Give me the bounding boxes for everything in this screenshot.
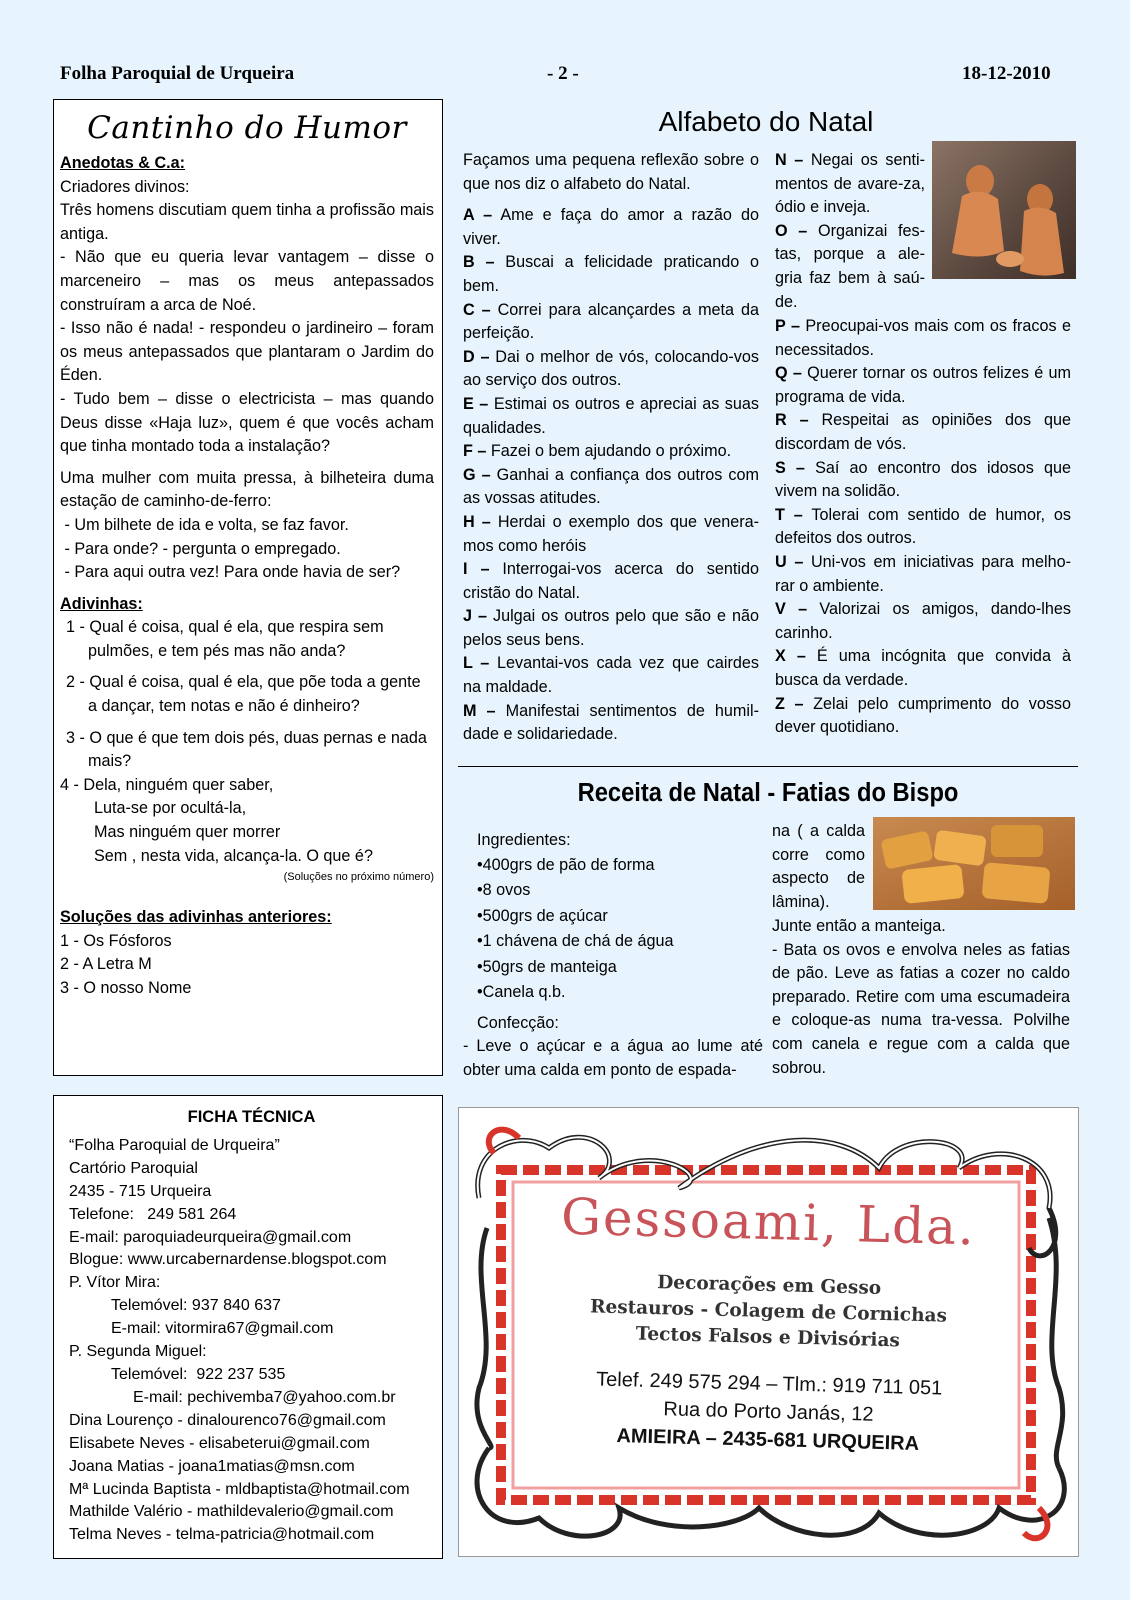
alfabeto-text: Ame e faça do amor a razão do viver. [463, 206, 759, 248]
alfabeto-text: Valorizai os amigos, dando-lhes carinho. [775, 600, 1071, 642]
alfabeto-letter: X – [775, 647, 806, 666]
alfabeto-text: Buscai a felicidade praticando o bem. [463, 253, 759, 295]
alfabeto-letter: E – [463, 394, 489, 413]
alfabeto-text: Respeitai as opiniões dos que discordam de vós. [775, 411, 1071, 453]
ficha-contact: Elisabete Neves - elisabeterui@gmail.com [69, 1434, 370, 1452]
alfabeto-entry [775, 504, 1071, 551]
alfabeto-letter: I – [463, 560, 490, 579]
riddle-1: 1 - Qual é coisa, qual é ela, que respira sem pulmões, e tem pés mas não anda? [66, 618, 384, 660]
joke-line: Criadores divinos: [60, 177, 190, 196]
alfabeto-text: Dai o melhor de vós, colocando-vos ao serviço dos outros. [463, 347, 759, 390]
solutions-note: (Soluções no próximo número) [283, 871, 434, 884]
alfabeto-letter: P – [775, 317, 800, 335]
alfabeto-letter: Z – [775, 694, 804, 713]
alfabeto-entry [463, 346, 759, 393]
ad-phone: Telef. 249 575 294 – Tlm.: 919 711 051 [595, 1368, 943, 1400]
alfabeto-letter: S – [775, 458, 805, 477]
fatias-image [873, 817, 1075, 910]
alfabeto-entry [463, 652, 759, 699]
ad-brand: Gessoami, Lda. [560, 1187, 977, 1257]
nativity-figures-icon [932, 141, 1076, 279]
alfabeto-text: Correi para alcançardes a meta da perfeição. [463, 300, 759, 343]
riddle-4-line: Mas ninguém quer morrer [94, 823, 281, 842]
receita-title: Receita de Natal - Fatias do Bispo [577, 779, 959, 807]
alfabeto-text: Estimai os outros e apreciai as suas qualidades. [463, 394, 759, 437]
joke2-line: Uma mulher com muita pressa, à bilheteira duma estação de caminho-de-ferro: [60, 468, 434, 511]
alfabeto-entry [463, 393, 759, 440]
header-page-number: - 2 - [547, 63, 579, 84]
alfabeto-entry [775, 598, 1071, 645]
alfabeto-letter: V – [775, 600, 808, 619]
ficha-mira-email: E-mail: vitormira67@gmail.com [111, 1320, 334, 1338]
alfabeto-entry [463, 251, 759, 298]
solution-item: 3 - O nosso Nome [60, 979, 192, 997]
joke-line: Três homens discutiam quem tinha a profissão mais antiga. [60, 201, 434, 243]
alfabeto-text: Negai os senti-mentos de avare-za, ódio e inveja. [775, 151, 925, 217]
ficha-contact: Telma Neves - telma-patricia@hotmail.com [69, 1526, 375, 1544]
alfabeto-text: Saí ao encontro dos idosos que vivem na solidão. [775, 458, 1071, 501]
joke-line: - Tudo bem – disse o electricista – mas quando Deus disse «Haja luz», quem é que vocês acham que tinha montado toda a instalação? [60, 389, 434, 456]
riddle-4-line: Luta-se por ocultá-la, [94, 799, 247, 818]
solution-item: 1 - Os Fósforos [60, 931, 172, 950]
ficha-phone: Telefone: 249 581 264 [69, 1205, 237, 1223]
alfabeto-entry [775, 693, 1071, 740]
ficha-line: 2435 - 715 Urqueira [69, 1182, 212, 1200]
alfabeto-text: Manifestai sentimentos de humil-dade e solidariedade. [463, 701, 759, 744]
ingredient-item: •400grs de pão de forma [477, 855, 655, 874]
confeccao-step: Junte então a manteiga. [772, 917, 946, 935]
alfabeto-left-column [463, 149, 759, 747]
alfabeto-right-column [775, 315, 1071, 740]
alfabeto-entry [775, 409, 1071, 456]
alfabeto-entry [463, 558, 759, 605]
humor-content [60, 152, 434, 1001]
confeccao-step: - Bata os ovos e envolva neles as fatias de pão. Leve as fatias a cozer no caldo preparado. Retire com uma escumadeira e coloque-as numa tra-vessa. Polvilhe com canela e regue com a calda que sobrou. [772, 940, 1070, 1077]
alfabeto-title: Alfabeto do Natal [658, 106, 874, 137]
ficha-line: P. Vítor Mira: [69, 1274, 161, 1292]
ficha-tecnica-box [53, 1095, 443, 1559]
nativity-image [932, 141, 1076, 279]
joke2-line: - Para aqui outra vez! Para onde havia de ser? [60, 563, 401, 582]
french-toast-icon [873, 817, 1075, 910]
ingredientes-label: Ingredientes: [477, 831, 571, 849]
humor-title: Cantinho do Humor [87, 110, 407, 146]
header-date: 18-12-2010 [962, 63, 1051, 84]
ingredient-item: •500grs de açúcar [477, 906, 608, 925]
alfabeto-letter: A – [463, 206, 493, 225]
alfabeto-letter: M – [463, 701, 496, 720]
ad-city: AMIEIRA – 2435-681 URQUEIRA [616, 1425, 920, 1455]
confeccao-step: - Leve o açúcar e a água ao lume até obter uma calda em ponto de espada- [463, 1037, 763, 1079]
confeccao-step-cont: na ( a calda corre como aspecto de lâmina). [772, 822, 865, 911]
alfabeto-entry [775, 315, 1071, 362]
ingredient-item: •1 chávena de chá de água [477, 932, 674, 951]
adivinhas-heading: Adivinhas: [60, 594, 143, 613]
alfabeto-letter: F – [463, 442, 487, 461]
ficha-email: E-mail: paroquiadeurqueira@gmail.com [69, 1228, 352, 1246]
alfabeto-text: Fazei o bem ajudando o próximo. [486, 442, 732, 461]
ingredient-item: •50grs de manteiga [477, 957, 617, 976]
header-publication: Folha Paroquial de Urqueira [60, 63, 295, 84]
joke-line: - Não que eu queria levar vantagem – disse o marceneiro – mas os meus antepassados construíram a arca de Noé. [60, 248, 434, 314]
alfabeto-letter: H – [463, 512, 491, 531]
alfabeto-entry [463, 605, 759, 652]
ficha-contact: Mª Lucinda Baptista - mldbaptista@hotmail.com [69, 1480, 410, 1498]
alfabeto-letter: R – [775, 411, 809, 430]
ficha-miguel-phone: Telemóvel: 922 237 535 [111, 1365, 286, 1383]
alfabeto-entry [775, 457, 1071, 504]
alfabeto-text: Julgai os outros pelo que são e não pelos seus bens. [463, 607, 759, 649]
alfabeto-entry [463, 700, 759, 747]
alfabeto-entry [463, 511, 759, 558]
alfabeto-entry [463, 299, 759, 346]
humor-box [53, 99, 443, 1076]
ficha-contact: Dina Lourenço - dinalourenco76@gmail.com [69, 1411, 386, 1429]
ficha-miguel-email: E-mail: pechivemba7@yahoo.com.br [133, 1388, 396, 1406]
riddle-4-line: Sem , nesta vida, alcança-la. O que é? [94, 846, 373, 865]
alfabeto-text: Ganhai a confiança dos outros com as vossas atitudes. [463, 465, 760, 508]
alfabeto-letter: B – [463, 253, 495, 272]
solutions-heading: Soluções das adivinhas anteriores: [60, 908, 332, 927]
alfabeto-intro: Façamos uma pequena reflexão sobre o que nos diz o alfabeto do Natal. [463, 151, 759, 193]
riddle-4: 4 - Dela, ninguém quer saber, [60, 775, 274, 794]
alfabeto-entry [775, 645, 1071, 692]
alfabeto-entry [775, 220, 925, 314]
joke2-line: - Um bilhete de ida e volta, se faz favor. [60, 515, 349, 534]
alfabeto-letter: C – [463, 300, 491, 319]
ad-service-line: Decorações em Gesso [657, 1272, 882, 1299]
joke-line: - Isso não é nada! - respondeu o jardineiro – foram os meus antepassados que plantaram o Jardim do Éden. [60, 319, 434, 385]
alfabeto-text: Levantai-vos cada vez que cairdes na maldade. [463, 654, 759, 697]
ingredient-item: •Canela q.b. [477, 983, 566, 1002]
riddle-3: 3 - O que é que tem dois pés, duas pernas e nada mais? [66, 728, 427, 771]
alfabeto-right-top [775, 149, 925, 314]
alfabeto-entry [463, 204, 759, 251]
alfabeto-text: Herdai o exemplo dos que venera-mos como heróis [463, 512, 759, 555]
alfabeto-text: Zelai pelo cumprimento do vosso dever quotidiano. [775, 694, 1072, 737]
alfabeto-entry [463, 440, 759, 464]
alfabeto-text: Organizai fes-tas, porque a ale-gria faz bem à saú-de. [775, 221, 925, 311]
alfabeto-letter: L – [463, 654, 490, 673]
ad-service-line: Restauros - Colagem de Cornichas [589, 1296, 948, 1327]
anedotas-heading: Anedotas & C.a: [60, 154, 186, 172]
alfabeto-letter: U – [775, 552, 804, 571]
receita-right-top [772, 820, 865, 914]
alfabeto-letter: N – [775, 151, 804, 169]
alfabeto-letter: T – [775, 505, 803, 524]
ingredient-item: •8 ovos [477, 881, 531, 900]
section-divider [458, 766, 1078, 767]
alfabeto-text: Interrogai-vos acerca do sentido cristão do Natal. [463, 560, 759, 602]
ficha-contact: Mathilde Valério - mathildevalerio@gmail.com [69, 1503, 394, 1521]
ficha-blog: Blogue: www.urcabernardense.blogspot.com [69, 1251, 387, 1269]
riddle-2: 2 - Qual é coisa, qual é ela, que põe toda a gente a dançar, tem notas e não é dinheiro? [66, 673, 421, 716]
alfabeto-letter: Q – [775, 364, 802, 383]
joke2-line: - Para onde? - pergunta o empregado. [60, 539, 341, 558]
receita-right-column [772, 915, 1070, 1080]
ad-contact [458, 1362, 1079, 1462]
ficha-line: “Folha Paroquial de Urqueira” [69, 1136, 280, 1154]
confeccao-label: Confecção: [477, 1013, 559, 1032]
alfabeto-letter: O – [775, 221, 808, 240]
ficha-line: Cartório Paroquial [69, 1159, 198, 1177]
solution-item: 2 - A Letra M [60, 955, 152, 974]
ad-services [458, 1265, 1079, 1359]
alfabeto-entry [775, 149, 925, 220]
alfabeto-text: Uni-vos em iniciativas para melho-rar o ambiente. [775, 552, 1071, 595]
alfabeto-letter: J – [463, 607, 487, 626]
ad-service-line: Tectos Falsos e Divisórias [635, 1323, 901, 1352]
alfabeto-entry [775, 551, 1071, 598]
receita-left-column [463, 829, 763, 1082]
alfabeto-text: Tolerai com sentido de humor, os defeitos dos outros. [775, 505, 1071, 548]
alfabeto-entry [463, 464, 759, 511]
gessoami-advertisement [458, 1107, 1079, 1557]
alfabeto-text: Querer tornar os outros felizes é um programa de vida. [775, 364, 1072, 406]
alfabeto-letter: G – [463, 465, 491, 484]
alfabeto-entry [775, 362, 1071, 409]
ficha-mira-phone: Telemóvel: 937 840 637 [111, 1297, 281, 1315]
alfabeto-text: É uma incógnita que convida à busca da verdade. [775, 647, 1071, 689]
ad-address: Rua do Porto Janás, 12 [663, 1398, 874, 1426]
alfabeto-text: Preocupai-vos mais com os fracos e necessitados. [775, 317, 1071, 359]
ficha-contact: Joana Matias - joana1matias@msn.com [69, 1457, 355, 1475]
ficha-line: P. Segunda Miguel: [69, 1343, 207, 1361]
ficha-title: FICHA TÉCNICA [187, 1108, 316, 1126]
alfabeto-letter: D – [463, 347, 490, 366]
